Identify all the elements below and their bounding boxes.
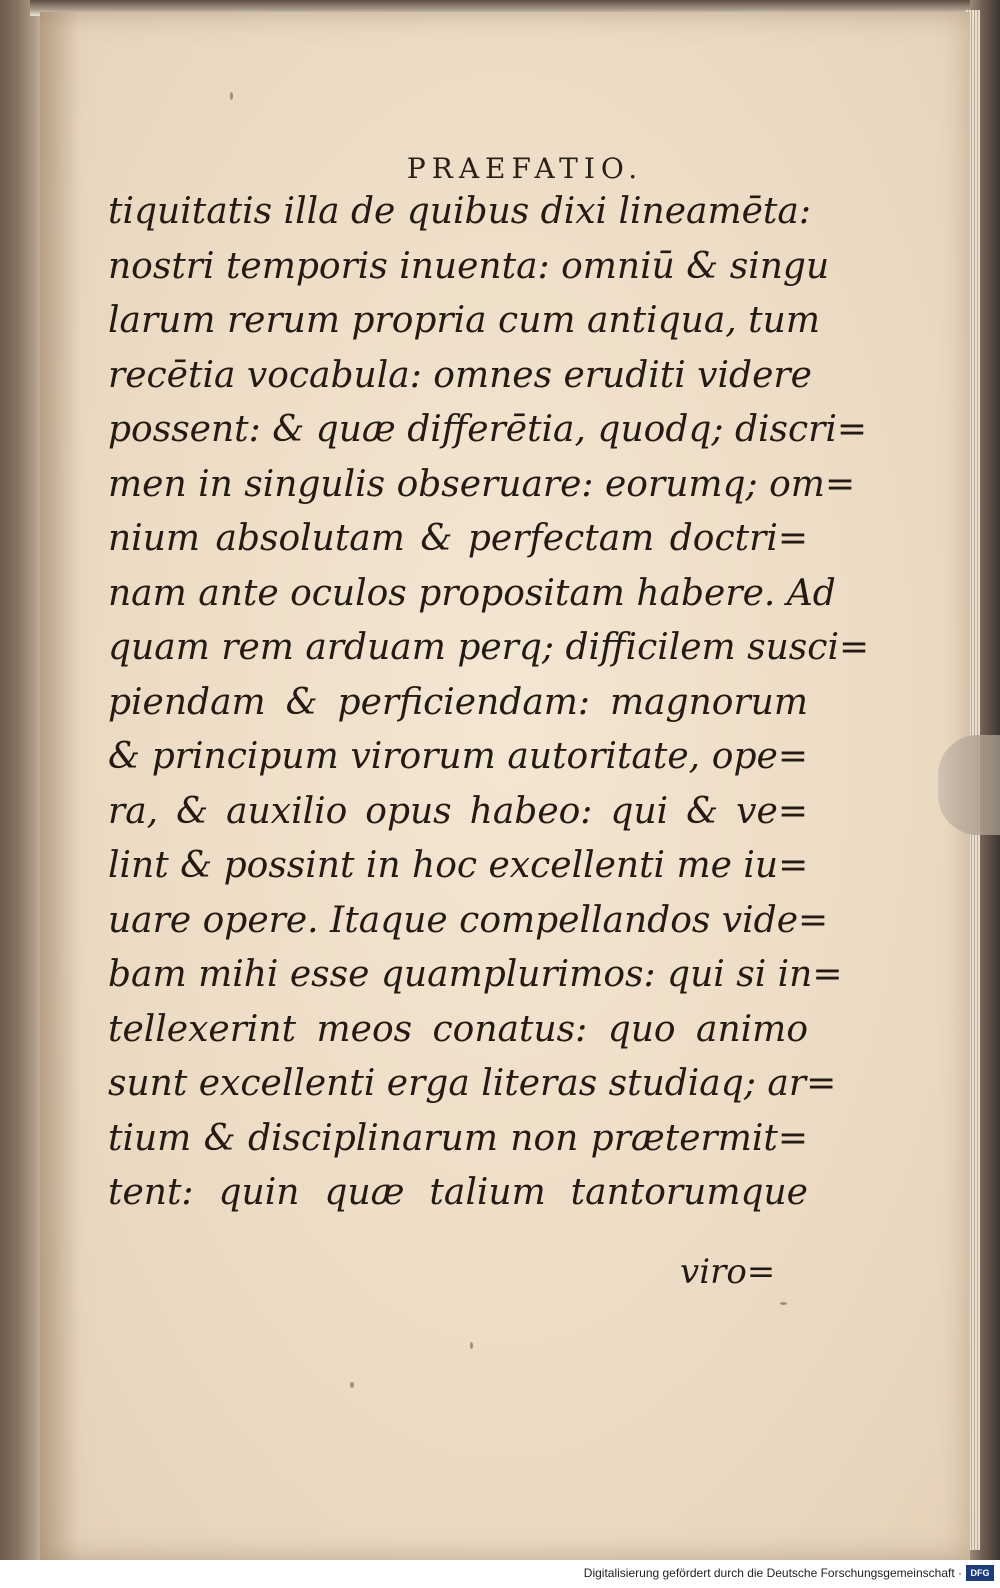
text-line: ra, & auxilio opus habeo: qui & ve= [108, 790, 808, 832]
running-head: PRAEFATIO. [406, 152, 644, 185]
paper-speck [470, 1342, 473, 1349]
body-text [108, 185, 870, 1221]
text-line: quam rem arduam perq; difficilem susci= [108, 627, 870, 668]
text-line: nium absolutam & perfectam doctri= [108, 518, 808, 559]
gutter-shadow [40, 12, 80, 1560]
text-line: piendam & perficiendam: magnorum [108, 681, 808, 723]
dfg-logo: DFG [966, 1565, 994, 1581]
text-line: uare opere. Itaque compellandos vide= [108, 899, 829, 941]
text-line: possent: & quæ differētia, quodq; discri= [108, 409, 868, 450]
text-line: tellexerint meos conatus: quo animo [108, 1008, 808, 1050]
text-line: larum rerum propria cum antiqua, tum [108, 300, 820, 341]
catchword: viro= [680, 1252, 776, 1292]
text-line: tiquitatis illa de quibus dixi lineamēta: [108, 191, 811, 232]
paper-speck [350, 1382, 354, 1388]
paper-speck [230, 92, 233, 100]
text-line: nostri temporis inuenta: omniū & singu [108, 245, 830, 287]
text-line: tent: quin quæ talium tantorumque [108, 1172, 808, 1213]
text-line: recētia vocabula: omnes eruditi videre [108, 354, 812, 396]
text-line: sunt excellenti erga literas studiaq; ar= [108, 1063, 837, 1104]
text-line: tium & disciplinarum non prætermit= [108, 1117, 808, 1159]
text-line: men in singulis obseruare: eorumq; om= [108, 463, 856, 505]
page-tab-marker [938, 735, 1000, 835]
book-page [40, 12, 970, 1560]
text-line: bam mihi esse quamplurimos: qui si in= [108, 954, 843, 995]
paper-speck [780, 1302, 787, 1305]
text-line: nam ante oculos propositam habere. Ad [108, 572, 836, 614]
funding-credit: Digitalisierung gefördert durch die Deutsche Forschungsgemeinschaft · [583, 1566, 962, 1580]
text-line: & principum virorum autoritate, ope= [108, 736, 808, 777]
text-line: lint & possint in hoc excellenti me iu= [108, 845, 809, 886]
